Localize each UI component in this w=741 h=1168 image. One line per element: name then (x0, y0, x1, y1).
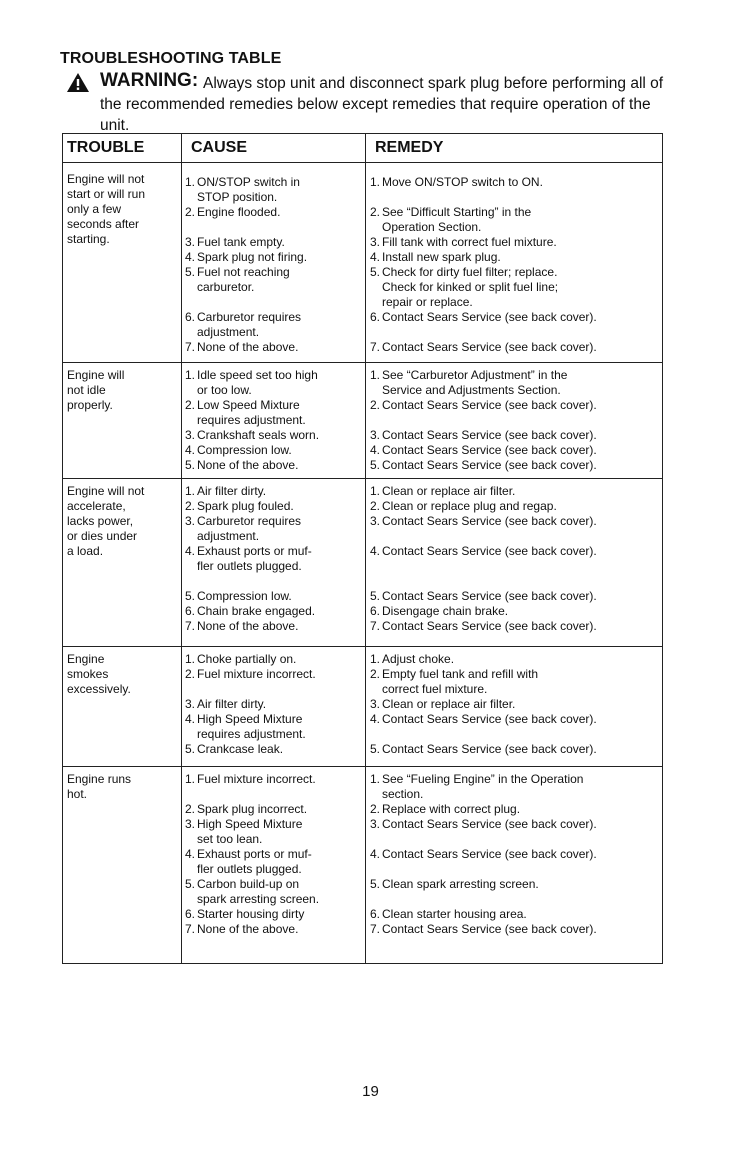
remedy-item (370, 667, 662, 697)
remedy-text: Move ON/STOP switch to ON. (382, 175, 543, 189)
cause-item (185, 802, 363, 817)
remedy-item (370, 458, 662, 473)
remedy-number: 3. (370, 514, 381, 528)
cause-item (185, 310, 363, 340)
cause-text: Idle speed set too high or too low. (197, 368, 318, 397)
warning-icon (66, 72, 90, 93)
remedy-item (370, 499, 662, 514)
remedy-text: Contact Sears Service (see back cover). (382, 458, 597, 472)
cause-text: Spark plug fouled. (197, 499, 294, 513)
remedy-number: 1. (370, 175, 381, 189)
remedy-number: 2. (370, 667, 381, 681)
cause-number: 1. (185, 368, 196, 382)
cause-item (185, 697, 363, 712)
remedy-number: 7. (370, 619, 381, 633)
cause-text: Compression low. (197, 589, 292, 603)
cause-number: 4. (185, 443, 196, 457)
cause-text: None of the above. (197, 922, 299, 936)
cause-item (185, 250, 363, 265)
remedy-item (370, 398, 662, 413)
cause-number: 2. (185, 667, 196, 681)
remedy-number: 3. (370, 235, 381, 249)
cause-number: 6. (185, 310, 196, 324)
remedy-number: 3. (370, 697, 381, 711)
remedy-text: Contact Sears Service (see back cover). (382, 922, 597, 936)
remedy-number: 7. (370, 340, 381, 354)
remedy-number: 1. (370, 772, 381, 786)
remedy-number: 1. (370, 368, 381, 382)
remedy-text: Replace with correct plug. (382, 802, 521, 816)
remedy-item (370, 619, 662, 634)
remedy-number: 2. (370, 499, 381, 513)
cause-item (185, 514, 363, 544)
trouble-cell: Engine runs hot. (67, 772, 132, 801)
cause-text: None of the above. (197, 340, 299, 354)
cause-item (185, 175, 363, 205)
cause-text: Low Speed Mixture requires adjustment. (197, 398, 306, 427)
warning-text: Always stop unit and disconnect spark plug before performing all of the recommended remedies below except remedies that require operation of the unit. (100, 75, 664, 134)
remedy-number: 4. (370, 250, 381, 264)
remedy-item (370, 604, 662, 619)
cause-text: Air filter dirty. (197, 697, 267, 711)
remedy-text: Contact Sears Service (see back cover). (382, 619, 597, 633)
cause-number: 7. (185, 340, 196, 354)
remedy-text: Contact Sears Service (see back cover). (382, 514, 597, 528)
cause-text: Chain brake engaged. (197, 604, 316, 618)
remedy-text: Clean or replace air filter. (382, 697, 516, 711)
remedy-item (370, 235, 662, 250)
remedy-text: Clean or replace plug and regap. (382, 499, 557, 513)
cause-number: 2. (185, 802, 196, 816)
cause-number: 6. (185, 907, 196, 921)
cause-number: 1. (185, 772, 196, 786)
remedy-number: 6. (370, 907, 381, 921)
remedy-number: 4. (370, 712, 381, 726)
warning-label: WARNING: (100, 70, 199, 91)
row-divider (63, 362, 662, 363)
cause-text: None of the above. (197, 458, 299, 472)
cause-number: 3. (185, 817, 196, 831)
cause-text: Crankcase leak. (197, 742, 284, 756)
cause-text: Fuel not reaching carburetor. (197, 265, 290, 294)
remedy-text: Contact Sears Service (see back cover). (382, 712, 597, 726)
remedy-text: Contact Sears Service (see back cover). (382, 742, 597, 756)
cause-item (185, 443, 363, 458)
row-divider (63, 766, 662, 767)
cause-item (185, 907, 363, 922)
cause-item (185, 368, 363, 398)
cause-text: Compression low. (197, 443, 292, 457)
remedy-text: See “Difficult Starting” in the Operation Section. (382, 205, 532, 234)
remedy-number: 5. (370, 742, 381, 756)
cause-number: 7. (185, 619, 196, 633)
header-remedy: REMEDY (375, 139, 444, 156)
cause-text: High Speed Mixture set too lean. (197, 817, 303, 846)
row-divider (63, 478, 662, 479)
remedy-item (370, 310, 662, 325)
cause-number: 2. (185, 398, 196, 412)
remedy-item (370, 443, 662, 458)
cause-number: 3. (185, 697, 196, 711)
cause-number: 3. (185, 428, 196, 442)
cause-item (185, 652, 363, 667)
remedy-item (370, 205, 662, 235)
remedy-number: 6. (370, 604, 381, 618)
cause-number: 5. (185, 589, 196, 603)
cause-item (185, 847, 363, 877)
cause-item (185, 235, 363, 250)
cause-text: Carburetor requires adjustment. (197, 514, 302, 543)
cause-text: Fuel tank empty. (197, 235, 285, 249)
remedy-text: See “Fueling Engine” in the Operation section. (382, 772, 584, 801)
remedy-text: Contact Sears Service (see back cover). (382, 340, 597, 354)
cause-item (185, 499, 363, 514)
remedy-text: Check for dirty fuel filter; replace. Check for kinked or split fuel line; repair or replace. (382, 265, 559, 309)
header-trouble: TROUBLE (67, 139, 145, 156)
remedy-text: Contact Sears Service (see back cover). (382, 544, 597, 558)
remedy-number: 2. (370, 398, 381, 412)
remedy-text: Contact Sears Service (see back cover). (382, 443, 597, 457)
remedy-number: 5. (370, 458, 381, 472)
troubleshooting-table (62, 133, 663, 964)
header-cause: CAUSE (191, 139, 248, 156)
remedy-number: 5. (370, 877, 381, 891)
cause-number: 3. (185, 514, 196, 528)
remedy-number: 5. (370, 589, 381, 603)
remedy-item (370, 428, 662, 443)
cause-text: Carbon build-up on spark arresting screen. (197, 877, 320, 906)
remedy-text: Clean starter housing area. (382, 907, 527, 921)
remedy-item (370, 772, 662, 802)
cause-number: 3. (185, 235, 196, 249)
remedy-item (370, 652, 662, 667)
remedy-text: Contact Sears Service (see back cover). (382, 428, 597, 442)
remedy-number: 2. (370, 205, 381, 219)
cause-text: Exhaust ports or muf- fler outlets plugged. (197, 847, 312, 876)
cause-text: Starter housing dirty (197, 907, 305, 921)
remedy-text: Contact Sears Service (see back cover). (382, 310, 597, 324)
remedy-item (370, 544, 662, 559)
cause-text: Choke partially on. (197, 652, 297, 666)
remedy-item (370, 742, 662, 757)
column-divider (365, 134, 366, 963)
cause-number: 4. (185, 250, 196, 264)
cause-item (185, 922, 363, 937)
cause-number: 4. (185, 544, 196, 558)
remedy-item (370, 922, 662, 937)
remedy-text: Clean or replace air filter. (382, 484, 516, 498)
cause-number: 4. (185, 712, 196, 726)
cause-item (185, 772, 363, 787)
row-divider (63, 646, 662, 647)
cause-number: 6. (185, 604, 196, 618)
trouble-cell: Engine will not start or will run only a few seconds after starting. (67, 172, 146, 246)
remedy-text: Contact Sears Service (see back cover). (382, 817, 597, 831)
cause-item (185, 667, 363, 682)
remedy-text: Install new spark plug. (382, 250, 501, 264)
cause-text: Engine flooded. (197, 205, 281, 219)
remedy-number: 4. (370, 847, 381, 861)
remedy-text: Fill tank with correct fuel mixture. (382, 235, 557, 249)
remedy-text: See “Carburetor Adjustment” in the Service and Adjustments Section. (382, 368, 568, 397)
cause-item (185, 712, 363, 742)
cause-item (185, 619, 363, 634)
remedy-item (370, 265, 662, 310)
remedy-text: Contact Sears Service (see back cover). (382, 847, 597, 861)
cause-text: ON/STOP switch in STOP position. (197, 175, 300, 204)
cause-number: 4. (185, 847, 196, 861)
remedy-text: Clean spark arresting screen. (382, 877, 539, 891)
cause-number: 5. (185, 742, 196, 756)
remedy-item (370, 877, 662, 892)
cause-item (185, 484, 363, 499)
remedy-item (370, 250, 662, 265)
remedy-item (370, 340, 662, 355)
remedy-text: Adjust choke. (382, 652, 455, 666)
remedy-number: 5. (370, 265, 381, 279)
remedy-text: Contact Sears Service (see back cover). (382, 398, 597, 412)
remedy-number: 4. (370, 443, 381, 457)
remedy-text: Contact Sears Service (see back cover). (382, 589, 597, 603)
cause-number: 1. (185, 652, 196, 666)
cause-number: 2. (185, 205, 196, 219)
remedy-text: Disengage chain brake. (382, 604, 509, 618)
remedy-number: 1. (370, 652, 381, 666)
cause-number: 7. (185, 922, 196, 936)
remedy-number: 7. (370, 922, 381, 936)
cause-text: Carburetor requires adjustment. (197, 310, 302, 339)
cause-item (185, 604, 363, 619)
remedy-item (370, 484, 662, 499)
remedy-item (370, 175, 662, 190)
remedy-item (370, 589, 662, 604)
remedy-number: 4. (370, 544, 381, 558)
cause-item (185, 428, 363, 443)
cause-text: None of the above. (197, 619, 299, 633)
remedy-item (370, 712, 662, 727)
trouble-cell: Engine smokes excessively. (67, 652, 131, 696)
remedy-item (370, 847, 662, 862)
cause-number: 1. (185, 484, 196, 498)
cause-number: 5. (185, 265, 196, 279)
cause-number: 5. (185, 877, 196, 891)
cause-text: Spark plug incorrect. (197, 802, 308, 816)
remedy-item (370, 514, 662, 529)
cause-number: 5. (185, 458, 196, 472)
cause-item (185, 265, 363, 295)
remedy-item (370, 817, 662, 832)
cause-item (185, 544, 363, 574)
cause-item (185, 589, 363, 604)
cause-number: 1. (185, 175, 196, 189)
cause-text: Fuel mixture incorrect. (197, 772, 316, 786)
remedy-text: Empty fuel tank and refill with correct fuel mixture. (382, 667, 539, 696)
remedy-item (370, 907, 662, 922)
cause-text: High Speed Mixture requires adjustment. (197, 712, 306, 741)
remedy-number: 1. (370, 484, 381, 498)
header-divider (63, 162, 662, 163)
cause-item (185, 742, 363, 757)
remedy-number: 6. (370, 310, 381, 324)
remedy-number: 3. (370, 817, 381, 831)
remedy-item (370, 697, 662, 712)
column-divider (181, 134, 182, 963)
cause-number: 2. (185, 499, 196, 513)
cause-item (185, 877, 363, 907)
cause-item (185, 340, 363, 355)
cause-item (185, 398, 363, 428)
cause-item (185, 458, 363, 473)
page-number: 19 (362, 1083, 379, 1100)
remedy-item (370, 368, 662, 398)
cause-text: Spark plug not firing. (197, 250, 308, 264)
trouble-cell: Engine will not idle properly. (67, 368, 125, 412)
remedy-number: 3. (370, 428, 381, 442)
remedy-item (370, 802, 662, 817)
cause-item (185, 817, 363, 847)
cause-text: Air filter dirty. (197, 484, 267, 498)
cause-text: Crankshaft seals worn. (197, 428, 320, 442)
cause-item (185, 205, 363, 220)
cause-text: Fuel mixture incorrect. (197, 667, 316, 681)
page-title: TROUBLESHOOTING TABLE (60, 50, 282, 67)
remedy-number: 2. (370, 802, 381, 816)
trouble-cell: Engine will not accelerate, lacks power, or dies under a load. (67, 484, 145, 558)
cause-text: Exhaust ports or muf- fler outlets plugged. (197, 544, 312, 573)
